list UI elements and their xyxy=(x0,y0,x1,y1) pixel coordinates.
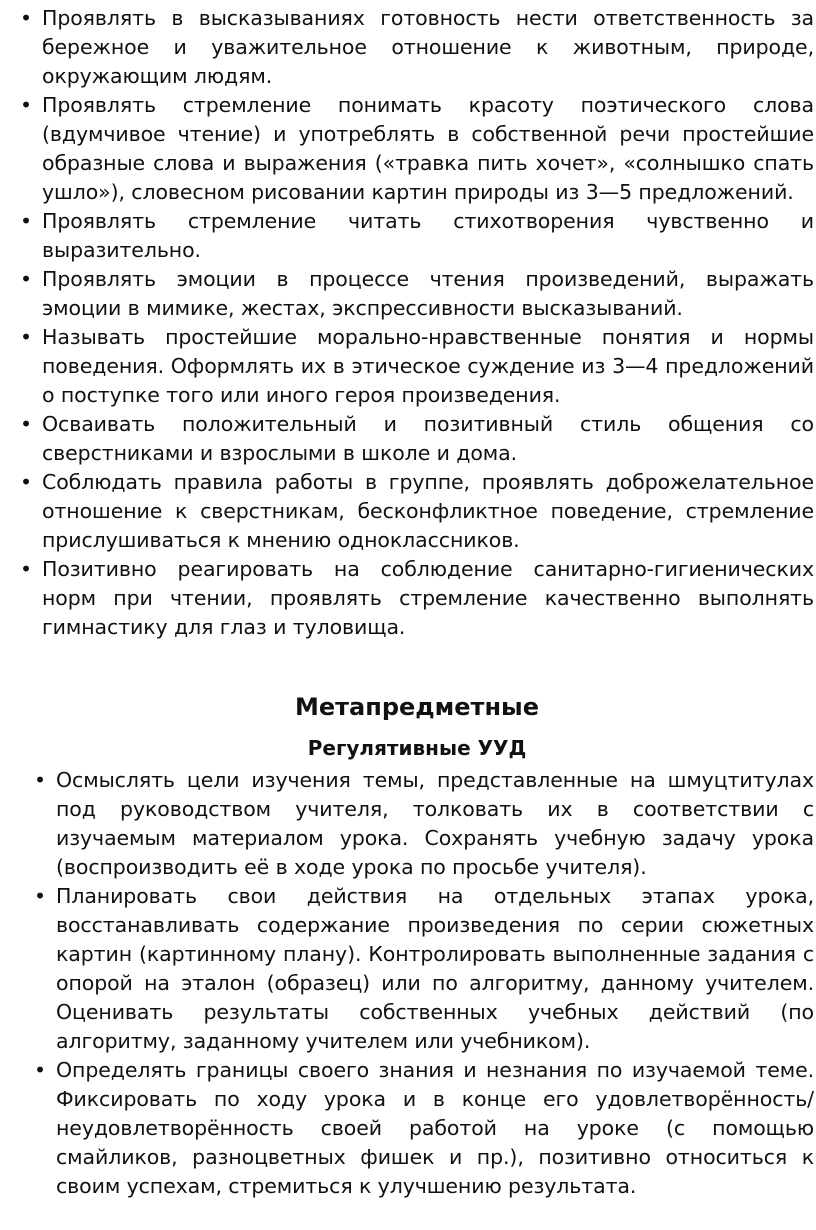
list-item: • Осмыслять цели изучения темы, представленные на шмуцтитулах под руководством учителя, толковать их в соответствии с изучаемым материалом урока. Сохранять учебную задачу урока (воспроизводить её в ходе урока по просьбе учителя). xyxy=(34,766,814,882)
list-item: • Соблюдать правила работы в группе, проявлять доброжелательное отношение к сверстникам, бесконфликтное поведение, стремление прислушиваться к мнению одноклассников. xyxy=(20,468,814,555)
subsection-title: Регулятивные УУД xyxy=(307,736,527,760)
list-item: • Проявлять стремление читать стихотворения чувственно и выразительно. xyxy=(20,207,814,265)
list-item: • Планировать свои действия на отдельных этапах урока, восстанавливать содержание произведения по серии сюжетных картин (картинному плану). Контролировать выполненные задания с опорой на эталон (образец) или по алгоритму, данному учителем. Оценивать результаты собственных учебных действий (по алгоритму, заданному учителем или учебником). xyxy=(34,882,814,1056)
list-item: • Осваивать положительный и позитивный стиль общения со сверстниками и взрослыми в школе и дома. xyxy=(20,410,814,468)
list-item: • Называть простейшие морально-нравственные понятия и нормы поведения. Оформлять их в этическое суждение из 3—4 предложений о поступке того или иного героя произведения. xyxy=(20,323,814,410)
list-item: • Определять границы своего знания и незнания по изучаемой теме. Фиксировать по ходу урока и в конце его удовлетворённость/неудовлетворённость своей работой на уроке (с помощью смайликов, разноцветных фишек и пр.), позитивно относиться к своим успехам, стремиться к улучшению результата. xyxy=(34,1056,814,1201)
personal-results-list xyxy=(20,4,814,642)
list-item: • Проявлять в высказываниях готовность нести ответственность за бережное и уважительное отношение к животным, природе, окружающим людям. xyxy=(20,4,814,91)
list-item: • Проявлять стремление понимать красоту поэтического слова (вдумчивое чтение) и употреблять в собственной речи простейшие образные слова и выражения («травка пить хочет», «солнышко спать ушло»), словесном рисовании картин природы из 3—5 предложений. xyxy=(20,91,814,207)
list-item: • Позитивно реагировать на соблюдение санитарно-гигиенических норм при чтении, проявлять стремление качественно выполнять гимнастику для глаз и туловища. xyxy=(20,555,814,642)
regulatory-uud-list xyxy=(34,766,814,1201)
list-item: • Проявлять эмоции в процессе чтения произведений, выражать эмоции в мимике, жестах, экспрессивности высказываний. xyxy=(20,265,814,323)
section-title: Метапредметные xyxy=(294,693,540,721)
